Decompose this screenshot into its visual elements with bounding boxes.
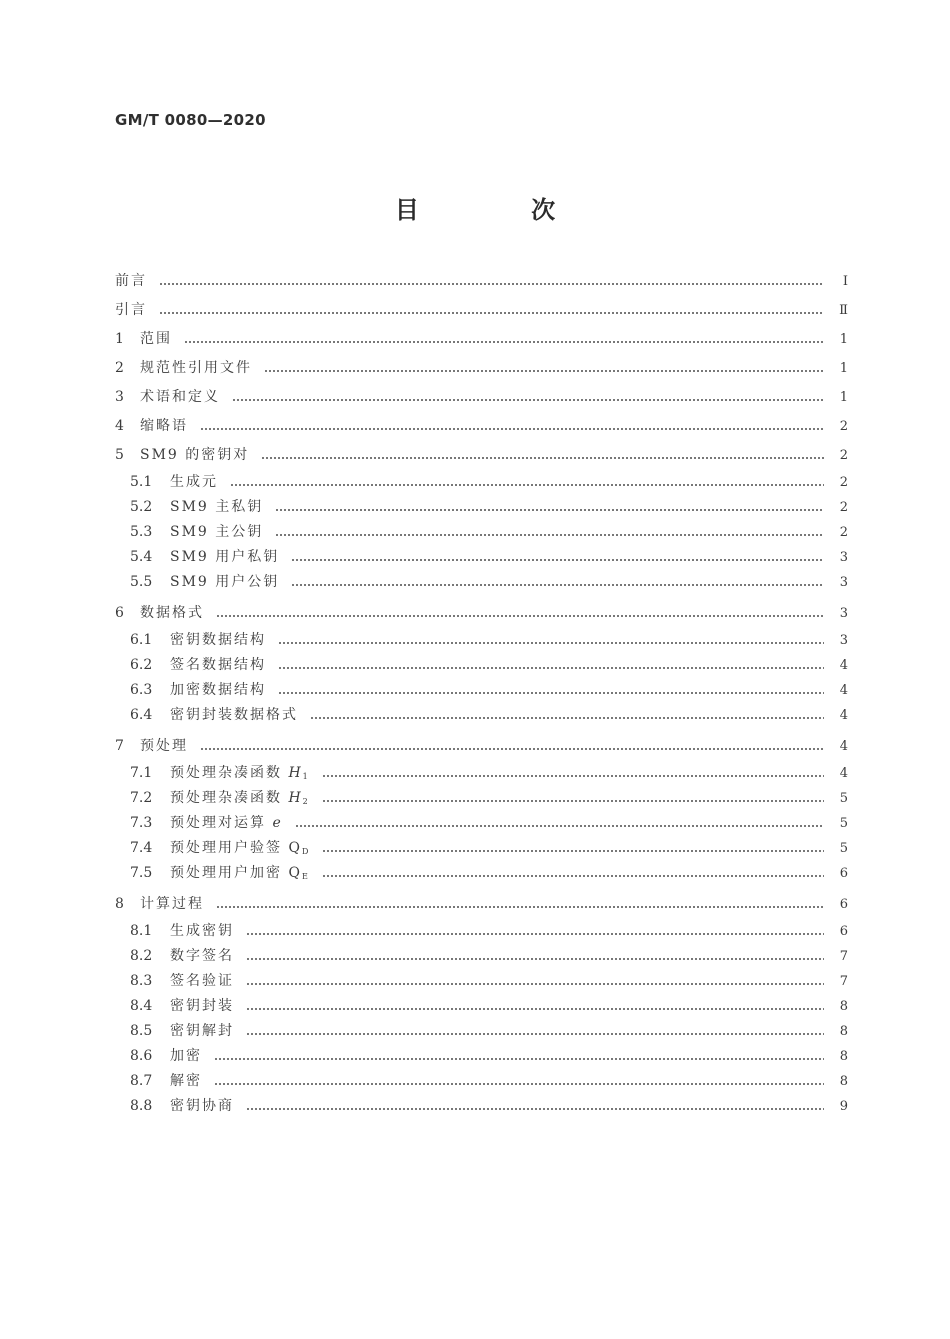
math-subscript: D xyxy=(301,847,311,856)
toc-entry[interactable] xyxy=(115,296,848,325)
toc-entry[interactable] xyxy=(115,325,848,354)
toc-entry-page: 3 xyxy=(839,575,848,590)
toc-entry[interactable] xyxy=(115,1069,848,1094)
dot-leader xyxy=(246,1108,824,1110)
dot-leader xyxy=(159,312,824,314)
toc-entry-title: SM9 的密钥对 xyxy=(140,447,250,463)
toc-entry-page: 2 xyxy=(839,448,848,463)
toc-entry-number: 7.5 xyxy=(130,865,153,881)
toc-entry-page: 6 xyxy=(839,897,848,912)
toc-entry-page: Ⅱ xyxy=(839,303,848,318)
toc-entry-number: 6.1 xyxy=(130,632,153,648)
dot-leader xyxy=(264,370,824,372)
dot-leader xyxy=(246,983,824,985)
toc-entry-number: 5 xyxy=(115,447,124,463)
toc-entry-title: 预处理杂凑函数 $H_2$ xyxy=(170,790,310,806)
toc-entry-title: 密钥数据结构 xyxy=(170,632,266,648)
toc-entry-number: 3 xyxy=(115,389,124,405)
toc-entry[interactable] xyxy=(115,653,848,678)
toc-entry-page: 2 xyxy=(839,475,848,490)
toc-entry-title: 范围 xyxy=(140,331,172,347)
toc-entry-number: 8.1 xyxy=(130,923,153,939)
toc-entry-title: 预处理用户加密 $Q_E$ xyxy=(170,865,310,881)
toc-entry-page: 3 xyxy=(839,550,848,565)
toc-entry[interactable] xyxy=(115,811,848,836)
dot-leader xyxy=(246,1033,824,1035)
dot-leader xyxy=(261,457,824,459)
toc-entry[interactable] xyxy=(115,628,848,653)
toc-entry-title: 签名验证 xyxy=(170,973,234,989)
dot-leader xyxy=(214,1058,824,1060)
toc-entry[interactable] xyxy=(115,1019,848,1044)
toc-entry-page: 6 xyxy=(839,924,848,939)
toc-entry-number: 5.3 xyxy=(130,524,153,540)
math-symbol: H xyxy=(288,790,303,806)
toc-entry-page: 5 xyxy=(839,841,848,856)
math-subscript: 1 xyxy=(302,772,310,781)
toc-entry[interactable] xyxy=(115,441,848,470)
math-subscript: 2 xyxy=(302,797,310,806)
toc-entry-title: 数据格式 xyxy=(140,605,204,621)
toc-entry-number: 8.8 xyxy=(130,1098,153,1114)
toc-entry-page: Ⅰ xyxy=(842,274,848,289)
toc-entry-page: 1 xyxy=(839,361,848,376)
toc-entry-page: 2 xyxy=(839,419,848,434)
toc-entry-number: 8 xyxy=(115,896,124,912)
toc-entry-title: 缩略语 xyxy=(140,418,188,434)
dot-leader xyxy=(322,875,824,877)
toc-entry[interactable] xyxy=(115,520,848,545)
toc-entry-page: 8 xyxy=(839,1049,848,1064)
toc-entry-number: 7 xyxy=(115,738,124,754)
standard-code: GM/T 0080—2020 xyxy=(115,111,266,129)
dot-leader xyxy=(291,584,824,586)
toc-entry-number: 6.3 xyxy=(130,682,153,698)
math-symbol: H xyxy=(288,765,303,781)
toc-entry-page: 3 xyxy=(839,606,848,621)
toc-entry-title: 加密 xyxy=(170,1048,202,1064)
toc-entry-title: 规范性引用文件 xyxy=(140,360,252,376)
toc-entry-page: 3 xyxy=(839,633,848,648)
toc-entry-page: 1 xyxy=(839,332,848,347)
toc-entry[interactable] xyxy=(115,354,848,383)
toc-entry-number: 7.4 xyxy=(130,840,153,856)
toc-entry-page: 4 xyxy=(839,683,848,698)
toc-entry-number: 7.3 xyxy=(130,815,153,831)
toc-entry-title: 签名数据结构 xyxy=(170,657,266,673)
toc-entry[interactable] xyxy=(115,470,848,495)
toc-entry-title: 预处理对运算 e xyxy=(170,815,283,831)
toc-entry-title: 密钥解封 xyxy=(170,1023,234,1039)
toc-entry-number: 1 xyxy=(115,331,124,347)
toc-entry[interactable] xyxy=(115,412,848,441)
toc-entry[interactable] xyxy=(115,678,848,703)
toc-entry-page: 2 xyxy=(839,525,848,540)
toc-entry-title: 数字签名 xyxy=(170,948,234,964)
toc-entry[interactable] xyxy=(115,599,848,628)
dot-leader xyxy=(232,399,824,401)
toc-entry-number: 5.5 xyxy=(130,574,153,590)
dot-leader xyxy=(278,642,824,644)
dot-leader xyxy=(184,341,824,343)
math-symbol: e xyxy=(272,815,283,831)
toc-entry-number: 8.6 xyxy=(130,1048,153,1064)
toc-entry-number: 8.2 xyxy=(130,948,153,964)
toc-entry[interactable] xyxy=(115,1094,848,1119)
toc-entry-number: 8.4 xyxy=(130,998,153,1014)
dot-leader xyxy=(278,692,824,694)
toc-entry-number: 7.1 xyxy=(130,765,153,781)
toc-entry-page: 8 xyxy=(839,999,848,1014)
toc-entry[interactable] xyxy=(115,495,848,520)
dot-leader xyxy=(230,484,824,486)
toc-entry-title: 密钥封装 xyxy=(170,998,234,1014)
dot-leader xyxy=(291,559,824,561)
toc-entry[interactable] xyxy=(115,570,848,595)
toc-entry-page: 8 xyxy=(839,1074,848,1089)
toc-entry[interactable] xyxy=(115,732,848,761)
dot-leader xyxy=(322,775,824,777)
toc-entry-number: 4 xyxy=(115,418,124,434)
toc-entry-page: 6 xyxy=(839,866,848,881)
dot-leader xyxy=(246,1008,824,1010)
toc-entry-page: 1 xyxy=(839,390,848,405)
toc-entry[interactable] xyxy=(115,890,848,919)
toc-entry-page: 4 xyxy=(839,658,848,673)
toc-entry-number: 5.1 xyxy=(130,474,153,490)
toc-entry-page: 9 xyxy=(839,1099,848,1114)
dot-leader xyxy=(275,509,824,511)
toc-entry-number: 6.4 xyxy=(130,707,153,723)
dot-leader xyxy=(159,283,824,285)
dot-leader xyxy=(246,958,824,960)
toc-entry-title: 引言 xyxy=(115,302,147,318)
toc-entry-number: 7.2 xyxy=(130,790,153,806)
toc-entry[interactable] xyxy=(115,836,848,861)
toc-entry-number: 2 xyxy=(115,360,124,376)
toc-entry-page: 2 xyxy=(839,500,848,515)
dot-leader xyxy=(214,1083,824,1085)
toc-entry-number: 8.3 xyxy=(130,973,153,989)
toc-entry[interactable] xyxy=(115,703,848,728)
dot-leader xyxy=(275,534,824,536)
toc-entry-title: SM9 主公钥 xyxy=(170,524,264,540)
toc-entry-number: 6 xyxy=(115,605,124,621)
dot-leader xyxy=(310,717,824,719)
toc-entry-page: 5 xyxy=(839,791,848,806)
toc-entry[interactable] xyxy=(115,969,848,994)
toc-entry-title: 计算过程 xyxy=(140,896,204,912)
table-of-contents xyxy=(115,267,848,1119)
toc-entry-title: SM9 用户公钥 xyxy=(170,574,280,590)
toc-entry-title: 预处理杂凑函数 $H_1$ xyxy=(170,765,310,781)
toc-entry[interactable] xyxy=(115,545,848,570)
toc-entry-page: 7 xyxy=(839,949,848,964)
toc-entry[interactable] xyxy=(115,1044,848,1069)
toc-entry-page: 5 xyxy=(839,816,848,831)
dot-leader xyxy=(295,825,824,827)
toc-entry-page: 7 xyxy=(839,974,848,989)
toc-entry-title: 密钥协商 xyxy=(170,1098,234,1114)
toc-entry-title: 生成密钥 xyxy=(170,923,234,939)
toc-entry-title: 加密数据结构 xyxy=(170,682,266,698)
toc-entry-title: 预处理用户验签 $Q_D$ xyxy=(170,840,311,856)
toc-entry-page: 4 xyxy=(839,739,848,754)
toc-entry[interactable] xyxy=(115,761,848,786)
toc-entry-title: 生成元 xyxy=(170,474,218,490)
dot-leader xyxy=(200,428,824,430)
toc-entry-number: 6.2 xyxy=(130,657,153,673)
toc-entry-title: SM9 用户私钥 xyxy=(170,549,280,565)
toc-entry[interactable] xyxy=(115,861,848,886)
toc-entry-number: 5.2 xyxy=(130,499,153,515)
toc-entry[interactable] xyxy=(115,994,848,1019)
math-subscript: E xyxy=(301,872,310,881)
toc-entry-title: 密钥封装数据格式 xyxy=(170,707,298,723)
dot-leader xyxy=(322,850,824,852)
dot-leader xyxy=(216,615,824,617)
dot-leader xyxy=(200,748,824,750)
toc-entry-title: 解密 xyxy=(170,1073,202,1089)
dot-leader xyxy=(278,667,824,669)
toc-entry[interactable] xyxy=(115,944,848,969)
toc-entry-title: 预处理 xyxy=(140,738,188,754)
dot-leader xyxy=(216,906,824,908)
toc-entry[interactable] xyxy=(115,786,848,811)
toc-entry-title: SM9 主私钥 xyxy=(170,499,264,515)
toc-entry-page: 4 xyxy=(839,708,848,723)
toc-entry-number: 5.4 xyxy=(130,549,153,565)
toc-entry-number: 8.7 xyxy=(130,1073,153,1089)
toc-entry[interactable] xyxy=(115,383,848,412)
toc-entry[interactable] xyxy=(115,919,848,944)
toc-entry-title: 术语和定义 xyxy=(140,389,220,405)
toc-heading: 目 次 xyxy=(394,196,608,224)
toc-entry-page: 4 xyxy=(839,766,848,781)
toc-entry-page: 8 xyxy=(839,1024,848,1039)
toc-entry[interactable] xyxy=(115,267,848,296)
toc-entry-title: 前言 xyxy=(115,273,147,289)
dot-leader xyxy=(246,933,824,935)
dot-leader xyxy=(322,800,824,802)
toc-entry-number: 8.5 xyxy=(130,1023,153,1039)
